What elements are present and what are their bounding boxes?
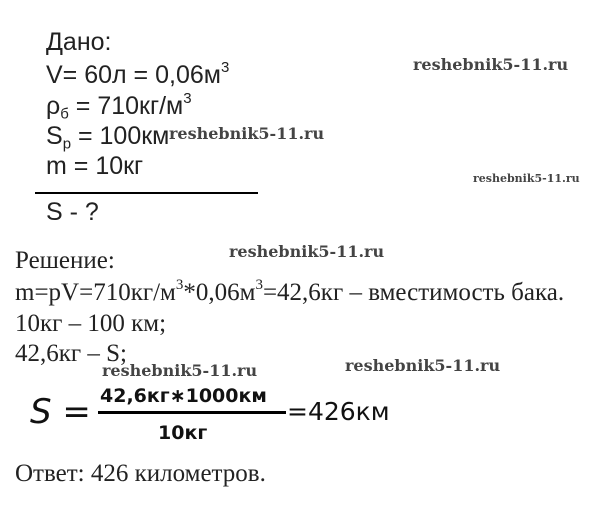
watermark: reshebnik5-11.ru [102,361,258,380]
given-distance-text: = 100км [71,122,170,150]
find-unknown: S - ? [46,198,99,226]
capacity-exp-b: 3 [255,276,263,293]
answer-line: Ответ: 426 километров. [15,460,266,487]
given-divider [35,192,258,194]
watermark: reshebnik5-11.ru [413,55,569,74]
formula-lhs: S = [30,392,91,432]
given-volume-text: V= 60л = 0,06м [46,61,221,89]
given-distance [46,122,170,153]
watermark: reshebnik5-11.ru [345,356,501,375]
given-density-text: = 710кг/м [68,92,184,120]
fraction-bar [98,411,286,414]
watermark: reshebnik5-11.ru [473,172,580,185]
capacity-exp-a: 3 [175,276,184,293]
given-distance-subscript: р [62,135,72,153]
given-volume-exponent: 3 [220,58,230,76]
given-density-symbol: ρ [46,92,61,120]
capacity-part-b: *0,06м [183,279,256,306]
capacity-part-c: =42,6кг – вместимость бака. [262,279,565,306]
given-density [46,89,192,123]
given-density-subscript: б [60,105,69,123]
capacity-part-a: m=pV=710кг/м [15,279,176,306]
solution-line-capacity [15,276,565,306]
watermark: reshebnik5-11.ru [229,242,385,261]
formula-denominator: 10кг [158,422,208,444]
solution-proportion-1: 10кг – 100 км; [15,310,167,337]
watermark: reshebnik5-11.ru [169,124,325,143]
solution-proportion-2: 42,6кг – S; [15,340,127,367]
given-density-exponent: 3 [183,89,192,107]
formula-result: =426км [287,397,390,426]
given-distance-symbol: S [46,122,63,150]
formula-numerator: 42,6кг∗1000км [100,385,267,407]
given-header: Дано: [46,28,112,56]
given-volume [46,58,230,89]
solution-header: Решение: [15,247,115,274]
given-mass: m = 10кг [46,152,144,180]
